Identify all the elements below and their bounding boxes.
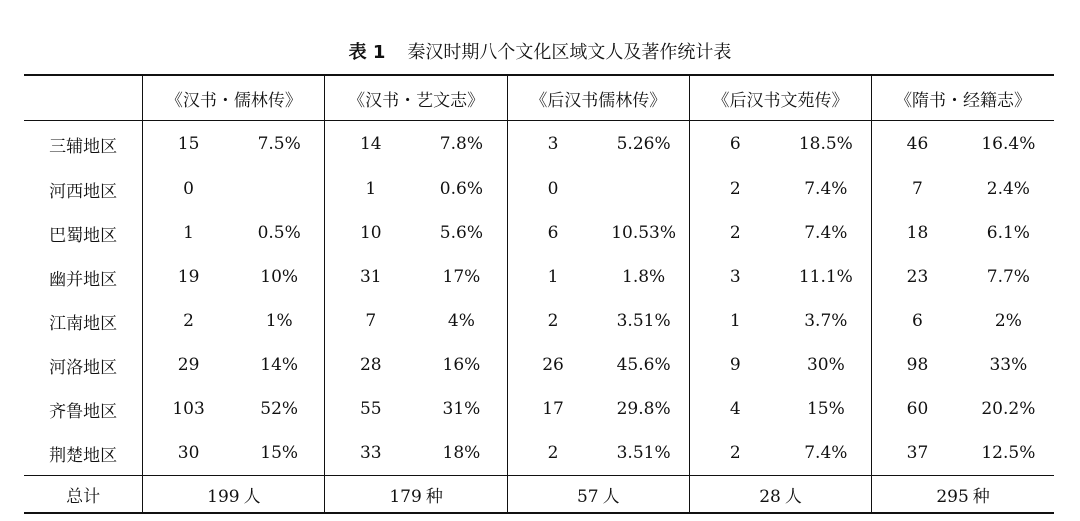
- percent-cell: 7.4%: [804, 179, 848, 199]
- region-name: 荆楚地区: [49, 445, 118, 466]
- count-cell: 15: [143, 121, 234, 168]
- percent-cell: 52%: [260, 399, 299, 419]
- total-cell: [507, 476, 689, 514]
- count-cell: 3: [507, 121, 598, 168]
- count-cell: 33: [325, 431, 416, 476]
- count-cell: 6: [507, 211, 598, 255]
- percent-cell: 0.5%: [257, 223, 301, 243]
- table-row: [24, 255, 1054, 299]
- region-name: 江南地区: [49, 313, 118, 334]
- count-cell: 6: [689, 121, 780, 168]
- total-row: [24, 476, 1054, 514]
- percent-cell: 15%: [806, 399, 845, 419]
- count-cell: 31: [325, 255, 416, 299]
- table-row: [24, 431, 1054, 476]
- total-unit: 人: [243, 486, 261, 507]
- percent-cell: 16%: [442, 355, 481, 375]
- header-row: [24, 75, 1054, 121]
- table-row: [24, 299, 1054, 343]
- percent-cell: 7.7%: [986, 267, 1030, 287]
- header-corner: [24, 75, 143, 121]
- table-number: 表 1: [348, 42, 386, 63]
- count-cell: 19: [143, 255, 234, 299]
- percent-cell: 20.2%: [981, 399, 1036, 419]
- count-cell: 1: [143, 211, 234, 255]
- column-header: 《汉书・儒林传》: [143, 75, 325, 121]
- total-value: 295: [936, 486, 969, 507]
- percent-cell: [234, 167, 325, 211]
- percent-cell: 14%: [260, 355, 299, 375]
- region-name: 三辅地区: [49, 136, 118, 157]
- percent-cell: 30%: [806, 355, 845, 375]
- count-cell: 18: [872, 211, 963, 255]
- count-cell: 37: [872, 431, 963, 476]
- percent-cell: 3.7%: [804, 311, 848, 331]
- total-value: 179: [389, 486, 422, 507]
- percent-cell: 33%: [989, 355, 1028, 375]
- total-unit: 人: [784, 486, 802, 507]
- count-cell: 98: [872, 343, 963, 387]
- percent-cell: 1.8%: [622, 267, 666, 287]
- percent-cell: 2%: [994, 311, 1022, 331]
- count-cell: 2: [507, 431, 598, 476]
- percent-cell: 3.51%: [616, 443, 671, 463]
- count-cell: 2: [689, 167, 780, 211]
- total-cell: [689, 476, 871, 514]
- region-name: 河洛地区: [49, 357, 118, 378]
- count-cell: 29: [143, 343, 234, 387]
- percent-cell: 17%: [442, 267, 481, 287]
- percent-cell: 18%: [442, 443, 481, 463]
- percent-cell: 7.5%: [257, 134, 301, 154]
- count-cell: 2: [143, 299, 234, 343]
- count-cell: 28: [325, 343, 416, 387]
- column-header: 《后汉书文苑传》: [689, 75, 871, 121]
- count-cell: 46: [872, 121, 963, 168]
- total-cell: [325, 476, 507, 514]
- total-unit: 种: [972, 486, 990, 507]
- percent-cell: 3.51%: [616, 311, 671, 331]
- percent-cell: 15%: [260, 443, 299, 463]
- column-header: 《汉书・艺文志》: [325, 75, 507, 121]
- count-cell: 1: [325, 167, 416, 211]
- count-cell: 9: [689, 343, 780, 387]
- count-cell: 103: [143, 387, 234, 431]
- column-header: 《后汉书儒林传》: [507, 75, 689, 121]
- count-cell: 26: [507, 343, 598, 387]
- count-cell: 17: [507, 387, 598, 431]
- percent-cell: 5.6%: [439, 223, 483, 243]
- count-cell: 10: [325, 211, 416, 255]
- count-cell: 6: [872, 299, 963, 343]
- percent-cell: 1%: [265, 311, 293, 331]
- percent-cell: 6.1%: [986, 223, 1030, 243]
- percent-cell: 7.4%: [804, 443, 848, 463]
- table-row: [24, 387, 1054, 431]
- region-name: 齐鲁地区: [49, 401, 118, 422]
- count-cell: 30: [143, 431, 234, 476]
- table-caption: [0, 40, 1080, 66]
- percent-cell: 11.1%: [798, 267, 853, 287]
- count-cell: 2: [507, 299, 598, 343]
- total-value: 57: [576, 486, 599, 507]
- percent-cell: 12.5%: [981, 443, 1036, 463]
- statistics-table: [24, 74, 1054, 514]
- count-cell: 0: [143, 167, 234, 211]
- count-cell: 1: [507, 255, 598, 299]
- table-title: 秦汉时期八个文化区域文人及著作统计表: [407, 42, 732, 63]
- total-label: 总计: [24, 476, 143, 514]
- count-cell: 7: [325, 299, 416, 343]
- count-cell: 60: [872, 387, 963, 431]
- percent-cell: 18.5%: [798, 134, 853, 154]
- percent-cell: 7.4%: [804, 223, 848, 243]
- percent-cell: 45.6%: [616, 355, 671, 375]
- total-value: 28: [759, 486, 781, 507]
- percent-cell: 0.6%: [439, 179, 483, 199]
- percent-cell: 16.4%: [981, 134, 1036, 154]
- total-cell: [143, 476, 325, 514]
- region-name: 巴蜀地区: [49, 225, 118, 246]
- table-row: [24, 121, 1054, 168]
- total-cell: [872, 476, 1054, 514]
- percent-cell: 7.8%: [439, 134, 483, 154]
- count-cell: 1: [689, 299, 780, 343]
- percent-cell: 10%: [260, 267, 299, 287]
- region-name: 幽并地区: [49, 269, 118, 290]
- count-cell: 14: [325, 121, 416, 168]
- table-row: [24, 167, 1054, 211]
- percent-cell: 5.26%: [616, 134, 671, 154]
- percent-cell: 4%: [447, 311, 475, 331]
- percent-cell: 10.53%: [611, 223, 677, 243]
- percent-cell: 29.8%: [616, 399, 671, 419]
- percent-cell: [598, 167, 689, 211]
- count-cell: 3: [689, 255, 780, 299]
- total-unit: 种: [425, 486, 443, 507]
- table-body: [24, 121, 1054, 476]
- region-name: 河西地区: [49, 181, 118, 202]
- count-cell: 4: [689, 387, 780, 431]
- total-unit: 人: [602, 486, 620, 507]
- count-cell: 23: [872, 255, 963, 299]
- total-value: 199: [207, 486, 240, 507]
- percent-cell: 2.4%: [986, 179, 1030, 199]
- table-row: [24, 211, 1054, 255]
- table-row: [24, 343, 1054, 387]
- count-cell: 7: [872, 167, 963, 211]
- count-cell: 2: [689, 431, 780, 476]
- percent-cell: 31%: [442, 399, 481, 419]
- count-cell: 0: [507, 167, 598, 211]
- count-cell: 55: [325, 387, 416, 431]
- count-cell: 2: [689, 211, 780, 255]
- column-header: 《隋书・经籍志》: [872, 75, 1054, 121]
